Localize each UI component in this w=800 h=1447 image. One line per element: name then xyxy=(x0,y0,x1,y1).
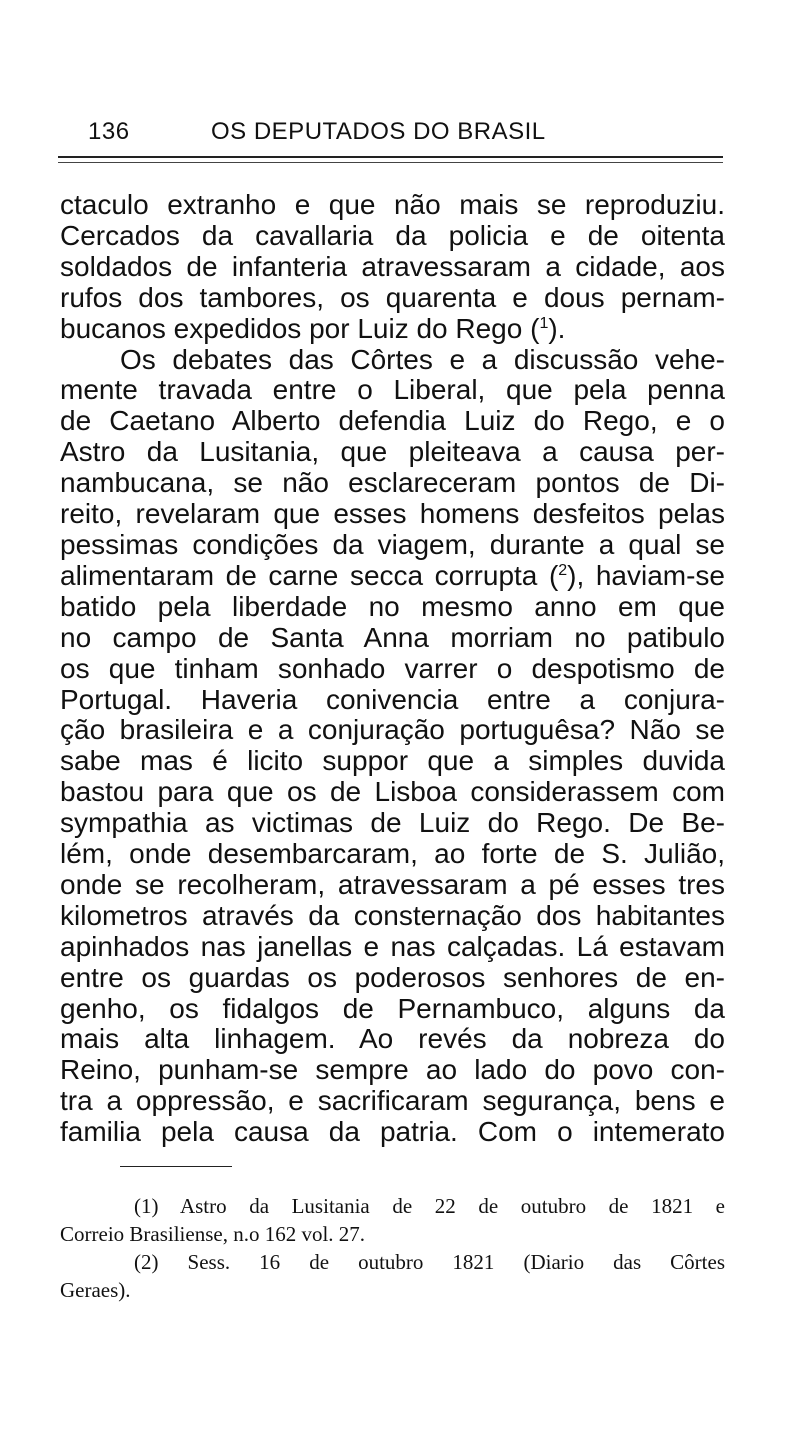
footnote-text: Astro da Lusitania de 22 de outubro de 1821 e xyxy=(179,1194,725,1218)
footnote-line: Correio Brasiliense, n.o 162 vol. 27. xyxy=(60,1222,366,1246)
text-line: pessimas condições da viagem, durante a qual se xyxy=(60,528,725,560)
footnote-rule xyxy=(120,1166,232,1167)
text-line: Astro da Lusitania, que pleiteava a causa per- xyxy=(60,436,725,468)
text-line: mais alta linhagem. Ao revés da nobreza do xyxy=(60,1023,725,1055)
page-number: 136 xyxy=(88,118,130,145)
text-fragment: . xyxy=(557,312,566,344)
paragraph-2 xyxy=(60,345,725,376)
text-fragment: bucanos expedidos por Luiz do Rego xyxy=(60,312,523,344)
text-line: Os debates das Côrtes e a discussão vehe- xyxy=(120,343,725,375)
footnote-ref-2: 2 xyxy=(558,561,568,579)
text-line: os que tinham sonhado varrer o despotismo de xyxy=(60,652,725,684)
text-fragment: alimentaram de carne secca corrupta xyxy=(60,559,538,591)
text-line: Cercados da cavallaria da policia e de oitenta xyxy=(60,219,725,251)
text-line: soldados de infanteria atravessaram a cidade, aos xyxy=(60,250,725,282)
text-line: bucanos expedidos por Luiz do Rego ($^1$). xyxy=(60,312,566,344)
text-line: mente travada entre o Liberal, que pela penna xyxy=(60,374,725,406)
text-line: familia pela causa da patria. Com o intemerato xyxy=(60,1116,725,1148)
running-head xyxy=(88,118,728,154)
text-line: tra a oppressão, e sacrificaram segurança, bens e xyxy=(60,1085,725,1117)
footnote-line xyxy=(60,1248,725,1276)
text-line: reito, revelaram que esses homens desfeitos pelas xyxy=(60,498,725,530)
text-line: ctaculo extranho e que não mais se reproduziu. xyxy=(60,189,725,220)
text-line: sabe mas é licito suppor que a simples duvida xyxy=(60,745,725,777)
text-line: Portugal. Haveria conivencia entre a conjura- xyxy=(60,683,725,715)
header-rule-thin xyxy=(58,162,723,163)
text-line: sympathia as victimas de Luiz do Rego. De Be- xyxy=(60,807,725,839)
footnote-ref-1: 1 xyxy=(539,314,549,332)
text-line: no campo de Santa Anna morriam no patibulo xyxy=(60,621,725,653)
footnote-text: Sess. 16 de outubro 1821 (Diario das Côrtes xyxy=(187,1250,725,1274)
text-line: batido pela liberdade no mesmo anno em que xyxy=(60,590,725,622)
footnote-marker: (1) xyxy=(134,1194,159,1218)
text-line: alimentaram de carne secca corrupta ($^2$), haviam-se xyxy=(60,559,726,591)
footnote-line xyxy=(60,1192,725,1220)
text-line: onde se recolheram, atravessaram a pé esses tres xyxy=(60,868,725,900)
paragraph-2-cont xyxy=(60,375,725,1148)
text-line: nambucana, se não esclareceram pontos de Di- xyxy=(60,467,725,499)
text-line: de Caetano Alberto defendia Luiz do Rego, e o xyxy=(60,405,725,437)
text-fragment: , haviam-se xyxy=(576,559,726,591)
footnote-2 xyxy=(60,1248,725,1304)
text-line: entre os guardas os poderosos senhores de en- xyxy=(60,961,725,993)
text-line: bastou para que os de Lisboa considerassem com xyxy=(60,776,725,808)
text-line: apinhados nas janellas e nas calçadas. Lá estavam xyxy=(60,930,725,962)
footnote-1 xyxy=(60,1192,725,1248)
footnote-marker: (2) xyxy=(134,1250,159,1274)
text-line: ção brasileira e a conjuração portuguêsa? Não se xyxy=(60,714,725,746)
text-line: genho, os fidalgos de Pernambuco, alguns da xyxy=(60,992,725,1024)
footnotes xyxy=(60,1192,725,1304)
running-title: OS DEPUTADOS DO BRASIL xyxy=(211,118,546,145)
main-text xyxy=(60,190,725,1148)
paragraph-1 xyxy=(60,190,725,345)
text-line: lém, onde desembarcaram, ao forte de S. Julião, xyxy=(60,838,725,870)
text-line: kilometros através da consternação dos habitantes xyxy=(60,899,725,931)
header-rule xyxy=(58,156,723,158)
text-line: Reino, punham-se sempre ao lado do povo con- xyxy=(60,1054,725,1086)
footnote-line: Geraes). xyxy=(60,1278,131,1302)
text-line: rufos dos tambores, os quarenta e dous pernam- xyxy=(60,281,725,313)
